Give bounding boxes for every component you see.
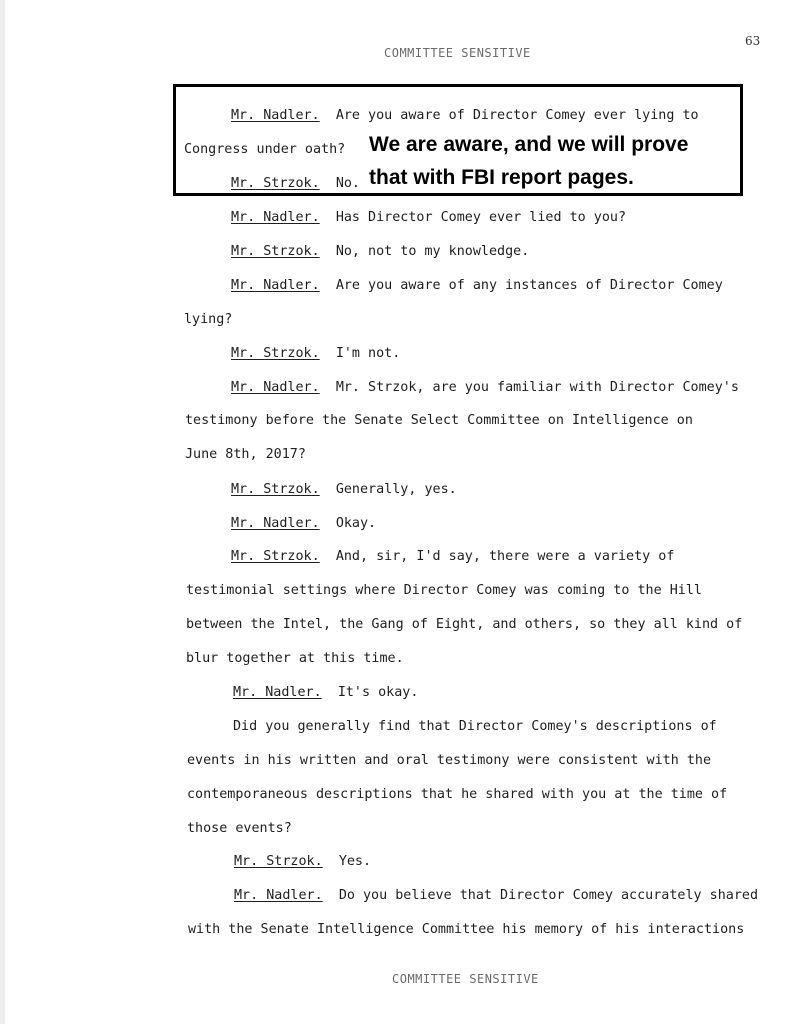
transcript-line (231, 381, 739, 394)
line-text: Generally, yes. (335, 482, 457, 497)
transcript-line (186, 652, 404, 665)
transcript-line (185, 414, 693, 427)
transcript-line (231, 550, 674, 563)
transcript-line (231, 279, 723, 292)
page-number: 63 (745, 34, 761, 48)
speaker-label: Mr. Strzok. (231, 346, 320, 361)
line-text: contemporaneous descriptions that he shared with you at the time of (187, 787, 728, 802)
line-text: Congress under oath? (184, 142, 346, 157)
speaker-label: Mr. Nadler. (231, 278, 320, 293)
transcript-line (233, 720, 717, 733)
speaker-label: Mr. Nadler. (231, 108, 320, 123)
line-text: Are you aware of any instances of Director Comey (335, 278, 723, 293)
line-text: those events? (187, 821, 292, 836)
transcript-line (234, 889, 758, 902)
line-text: And, sir, I'd say, there were a variety of (335, 549, 675, 564)
page-header: COMMITTEE SENSITIVE (384, 46, 531, 60)
line-text: Mr. Strzok, are you familiar with Director Comey's (335, 380, 739, 395)
line-text: I'm not. (335, 346, 401, 361)
line-text: lying? (184, 312, 233, 327)
speaker-label: Mr. Strzok. (231, 244, 320, 259)
line-text: Did you generally find that Director Comey's descriptions of (233, 719, 717, 734)
page-edge (0, 0, 5, 1024)
speaker-label: Mr. Strzok. (231, 176, 320, 191)
transcript-line (186, 584, 702, 597)
transcript-line (231, 245, 529, 258)
page-footer: COMMITTEE SENSITIVE (392, 972, 539, 986)
annotation-text-line-2: that with FBI report pages. (369, 166, 634, 189)
transcript-line (231, 347, 400, 360)
transcript-line (184, 313, 232, 326)
speaker-label: Mr. Nadler. (234, 888, 323, 903)
transcript-line (186, 618, 742, 631)
transcript-line (233, 686, 418, 699)
speaker-label: Mr. Nadler. (231, 516, 320, 531)
line-text: testimonial settings where Director Comey was coming to the Hill (186, 583, 702, 598)
transcript-line (187, 788, 727, 801)
line-text: with the Senate Intelligence Committee his memory of his interactions (188, 922, 745, 937)
line-text: Yes. (338, 854, 372, 869)
transcript-line (185, 448, 306, 461)
annotation-text-line-1: We are aware, and we will prove (369, 133, 689, 156)
speaker-label: Mr. Nadler. (233, 685, 322, 700)
line-text: Do you believe that Director Comey accurately shared (338, 888, 759, 903)
line-text: Are you aware of Director Comey ever lying to (335, 108, 699, 123)
speaker-label: Mr. Nadler. (231, 380, 320, 395)
transcript-line (188, 923, 744, 936)
line-text: blur together at this time. (186, 651, 404, 666)
speaker-label: Mr. Strzok. (231, 549, 320, 564)
line-text: events in his written and oral testimony were consistent with the (187, 753, 712, 768)
line-text: June 8th, 2017? (185, 447, 306, 462)
line-text: No, not to my knowledge. (335, 244, 530, 259)
line-text: No. (335, 176, 360, 191)
speaker-label: Mr. Nadler. (231, 210, 320, 225)
transcript-line (187, 754, 711, 767)
line-text: Has Director Comey ever lied to you? (335, 210, 627, 225)
speaker-label: Mr. Strzok. (234, 854, 323, 869)
transcript-line (187, 822, 292, 835)
transcript-line (231, 517, 376, 530)
transcript-line (231, 483, 457, 496)
line-text: It's okay. (337, 685, 419, 700)
line-text: testimony before the Senate Select Committee on Intelligence on (185, 413, 693, 428)
line-text: between the Intel, the Gang of Eight, and others, so they all kind of (186, 617, 743, 632)
transcript-line (234, 855, 371, 868)
line-text: Okay. (335, 516, 377, 531)
transcript-line (231, 211, 626, 224)
speaker-label: Mr. Strzok. (231, 482, 320, 497)
